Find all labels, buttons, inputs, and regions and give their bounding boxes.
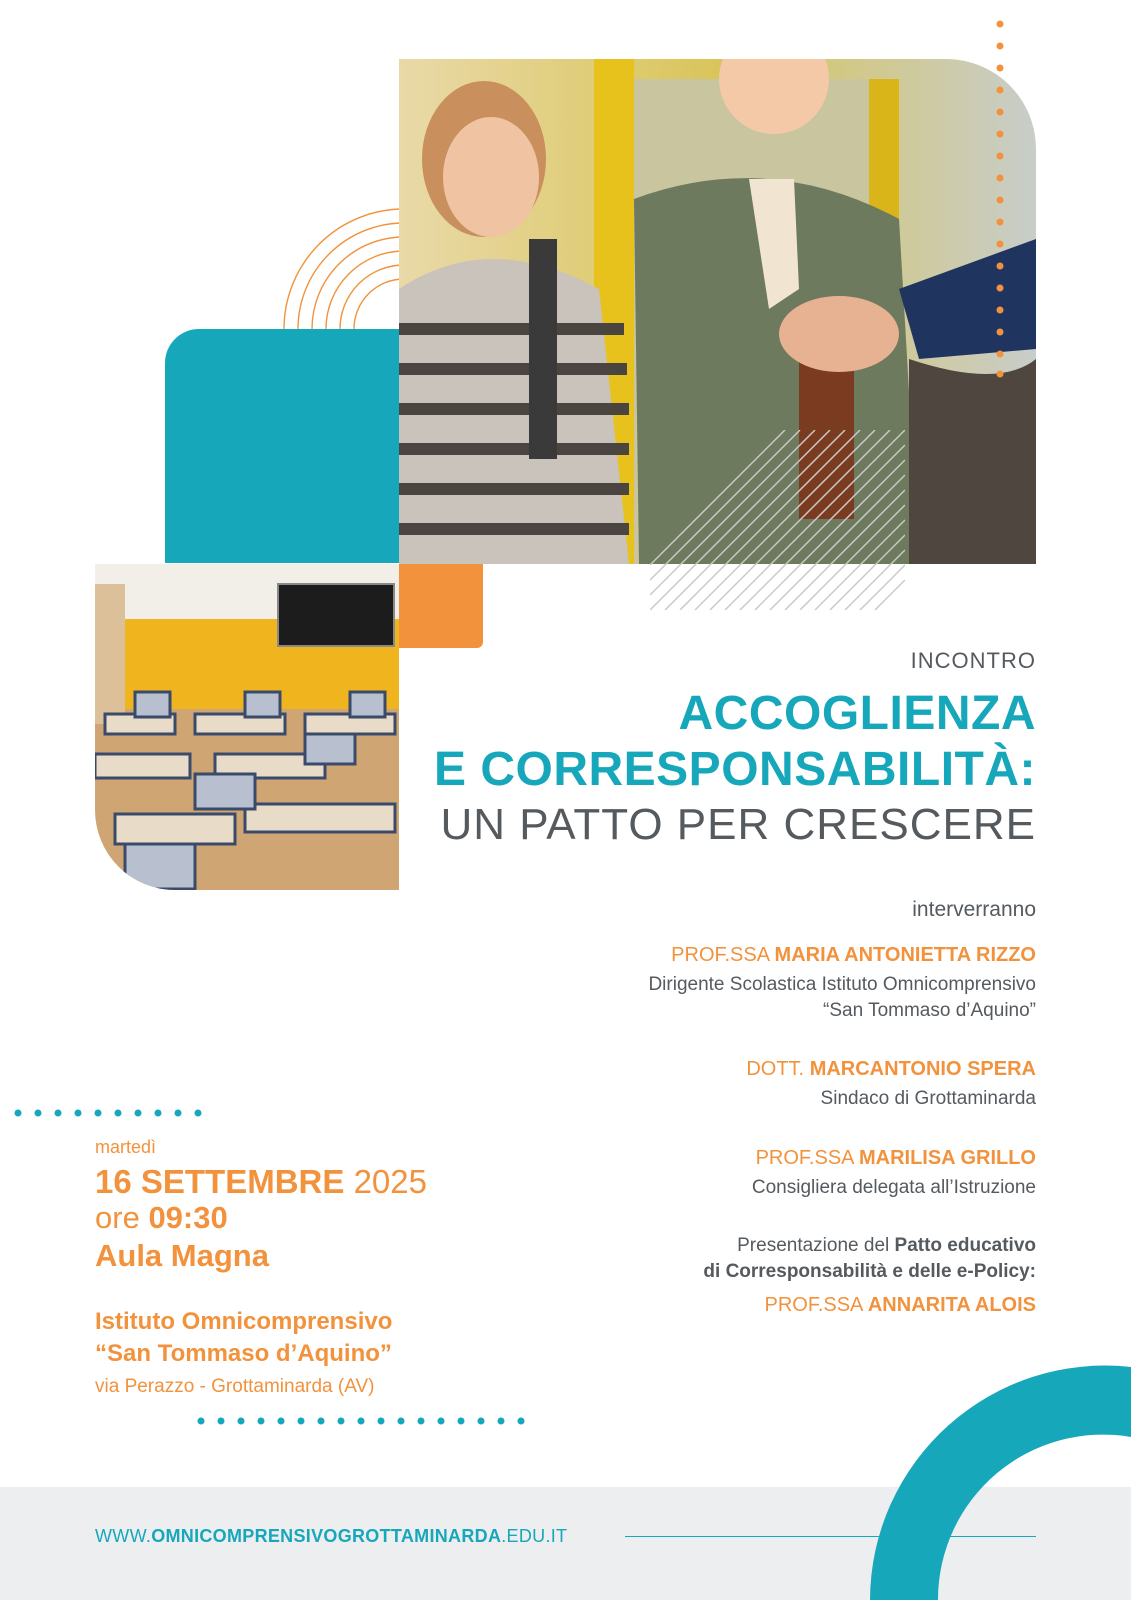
- speaker-role-line: Dirigente Scolastica Istituto Omnicomprensivo: [648, 974, 1036, 995]
- speaker-title: PROF.SSA: [764, 1294, 863, 1316]
- teal-decor-block: [165, 329, 399, 563]
- presenter-name: [764, 1294, 1036, 1317]
- classroom-photo: [95, 564, 399, 890]
- venue-address: via Perazzo - Grottaminarda (AV): [95, 1376, 375, 1397]
- speaker-role-line: “San Tommaso d’Aquino”: [823, 1000, 1036, 1021]
- speaker-2-role: Sindaco di Grottaminarda: [820, 1088, 1036, 1109]
- event-day: martedì: [95, 1137, 157, 1157]
- venue-name-line-2: “San Tommaso d’Aquino”: [95, 1340, 392, 1367]
- speaker-3-name: [756, 1147, 1036, 1170]
- event-date-year: 2025: [353, 1163, 427, 1200]
- event-subtitle: UN PATTO PER CRESCERE: [440, 800, 1036, 849]
- diagonal-hatch-decor: [650, 430, 905, 610]
- venue-name-line-1: Istituto Omnicomprensivo: [95, 1308, 393, 1335]
- teal-arc-decor: [870, 1340, 1131, 1600]
- presentation-topic: Patto educativo: [894, 1235, 1036, 1256]
- event-date: [95, 1163, 427, 1201]
- teal-dots-decor: [195, 1413, 535, 1429]
- speaker-3-role: Consigliera delegata all’Istruzione: [751, 1177, 1036, 1198]
- event-time: [95, 1200, 228, 1236]
- event-room: Aula Magna: [95, 1238, 269, 1273]
- website-suffix: .EDU.IT: [501, 1526, 568, 1546]
- speaker-title: PROF.SSA: [755, 1147, 854, 1169]
- presentation-description: [703, 1233, 1036, 1285]
- speaker-full-name: MARIA ANTONIETTA RIZZO: [774, 944, 1036, 966]
- speaker-1-name: [671, 944, 1036, 967]
- speaker-2-name: [746, 1058, 1036, 1081]
- footer-divider: [625, 1536, 1036, 1537]
- speaker-title: PROF.SSA: [671, 944, 769, 966]
- speakers-label: interverranno: [912, 898, 1036, 921]
- presentation-intro: Presentazione del: [737, 1235, 890, 1256]
- speaker-title: DOTT.: [746, 1058, 805, 1080]
- event-title-line-1: ACCOGLIENZA: [678, 687, 1036, 740]
- speaker-full-name: MARILISA GRILLO: [858, 1147, 1036, 1169]
- orange-decor-square: [399, 564, 483, 648]
- event-time-value: 09:30: [148, 1200, 228, 1235]
- event-title-line-2: E CORRESPONSABILITÀ:: [433, 743, 1036, 796]
- website-prefix: WWW.: [95, 1526, 152, 1546]
- speaker-full-name: ANNARITA ALOIS: [867, 1294, 1036, 1316]
- speaker-1-role: [648, 972, 1036, 1024]
- event-kicker: INCONTRO: [910, 648, 1036, 673]
- presentation-topic-cont: di Corresponsabilità e delle e-Policy:: [703, 1261, 1036, 1282]
- event-time-label: ore: [95, 1200, 140, 1235]
- event-date-day-month: 16 SETTEMBRE: [95, 1163, 345, 1200]
- website-domain: OMNICOMPRENSIVOGROTTAMINARDA: [151, 1526, 502, 1546]
- teal-dots-decor: [12, 1105, 212, 1121]
- orange-dots-decor: [990, 18, 1010, 378]
- speaker-full-name: MARCANTONIO SPERA: [809, 1058, 1036, 1080]
- concentric-arcs-decor: [280, 205, 404, 329]
- website-link[interactable]: [95, 1526, 567, 1547]
